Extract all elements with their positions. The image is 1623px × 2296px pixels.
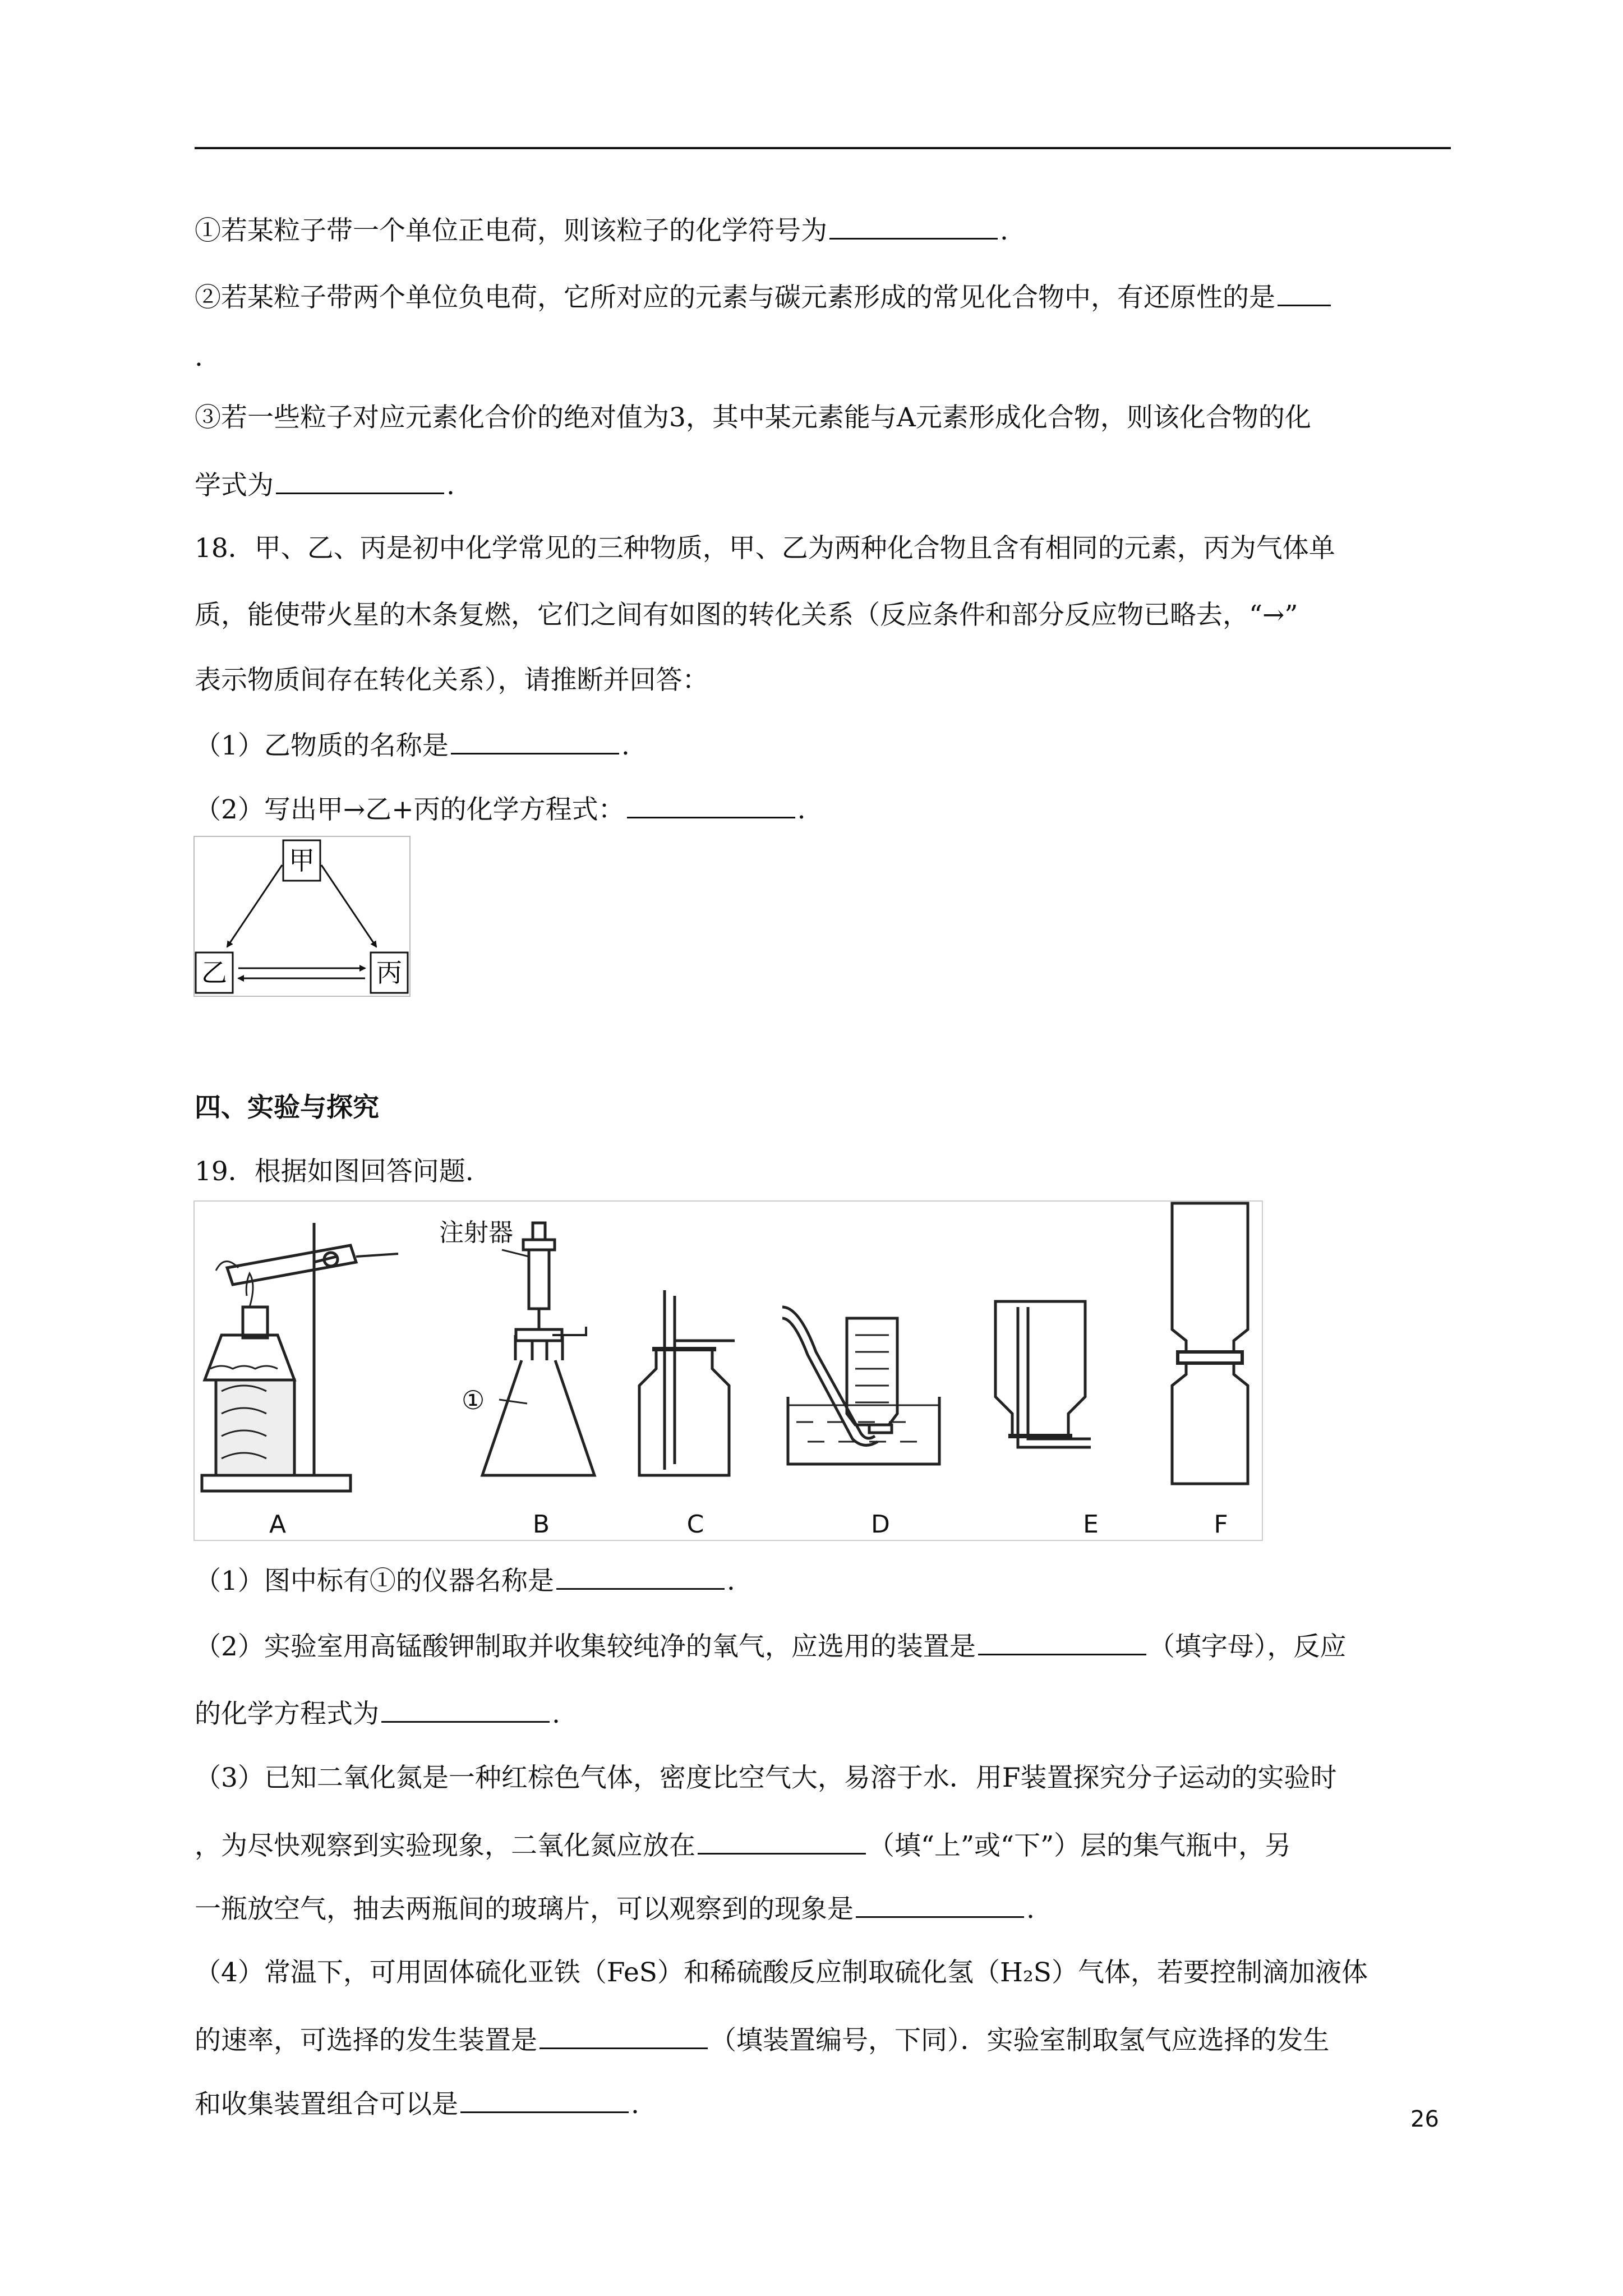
- answer-blank[interactable]: [276, 467, 444, 494]
- apparatus-d-water-trough: [782, 1307, 939, 1464]
- answer-blank[interactable]: [451, 727, 619, 754]
- apparatus-e-gas-bottle: [995, 1301, 1091, 1447]
- node-bing-label: 丙: [376, 958, 402, 988]
- q19-intro: 19．根据如图回答问题.: [195, 1156, 474, 1187]
- header-rule: [195, 147, 1451, 149]
- answer-blank[interactable]: [856, 1890, 1024, 1918]
- q18-line1: 18．甲、乙、丙是初中化学常见的三种物质，甲、乙为两种化合物且含有相同的元素，丙为气体单: [195, 533, 1335, 564]
- q17-item3-line2: 学式为 .: [195, 467, 455, 503]
- apparatus-a-heating-setup: [202, 1223, 398, 1491]
- q19-sub2-line1: （2）实验室用高锰酸钾制取并收集较纯净的氧气，应选用的装置是 （填字母），反应: [195, 1628, 1346, 1664]
- q19-sub3-line1: （3）已知二氧化氮是一种红棕色气体，密度比空气大，易溶于水．用F装置探究分子运动的实验时: [195, 1763, 1337, 1793]
- q19-apparatus-figure: [193, 1200, 1265, 1543]
- page-number: 26: [1410, 2106, 1439, 2132]
- label-a: A: [269, 1510, 287, 1539]
- answer-blank[interactable]: [627, 791, 795, 818]
- label-e: E: [1083, 1510, 1099, 1539]
- q18-line2: 质，能使带火星的木条复燃，它们之间有如图的转化关系（反应条件和部分反应物已略去，“→”: [195, 600, 1298, 631]
- q17-item2-text: ②若某粒子带两个单位负电荷，它所对应的元素与碳元素形成的常见化合物中，有还原性的是: [195, 282, 1275, 313]
- arrow-jia-to-yi: [227, 865, 282, 947]
- q18-sub2: （2）写出甲→乙+丙的化学方程式： .: [195, 791, 806, 827]
- q19-sub1: （1）图中标有①的仪器名称是 .: [195, 1562, 735, 1598]
- q19-sub3-line3: 一瓶放空气，抽去两瓶间的玻璃片，可以观察到的现象是 .: [195, 1890, 1035, 1926]
- q18-line3: 表示物质间存在转化关系），请推断并回答：: [195, 665, 709, 696]
- q17-item1-text: ①若某粒子带一个单位正电荷，则该粒子的化学符号为: [195, 215, 827, 246]
- q19-sub2-line2: 的化学方程式为 .: [195, 1695, 560, 1731]
- q18-transformation-diagram: [193, 836, 412, 999]
- apparatus-c-gas-bottle: [639, 1290, 735, 1475]
- node-yi-label: 乙: [201, 958, 227, 988]
- q17-item2-end: .: [195, 342, 203, 372]
- answer-blank[interactable]: [556, 1562, 725, 1590]
- label-c: C: [686, 1510, 704, 1539]
- answer-blank[interactable]: [1278, 279, 1331, 306]
- flask-marker: ①: [462, 1385, 485, 1415]
- answer-blank[interactable]: [978, 1628, 1146, 1655]
- answer-blank[interactable]: [698, 1827, 866, 1855]
- q19-sub4-line3: 和收集装置组合可以是 .: [195, 2086, 639, 2122]
- label-d: D: [871, 1510, 890, 1539]
- answer-blank[interactable]: [381, 1695, 550, 1723]
- answer-blank[interactable]: [540, 2022, 708, 2049]
- q19-sub3-line2: ，为尽快观察到实验现象，二氧化氮应放在 （填“上”或“下”）层的集气瓶中，另: [195, 1827, 1291, 1863]
- answer-blank[interactable]: [829, 212, 998, 240]
- q17-item1: ①若某粒子带一个单位正电荷，则该粒子的化学符号为 .: [195, 212, 1008, 248]
- label-f: F: [1214, 1510, 1228, 1539]
- section-heading: 四、实验与探究: [195, 1092, 379, 1123]
- apparatus-b-conical-flask: [482, 1223, 594, 1475]
- q18-sub1: （1）乙物质的名称是 .: [195, 727, 630, 763]
- label-b: B: [532, 1510, 550, 1539]
- figure-frame: [194, 1201, 1262, 1540]
- node-jia-label: 甲: [289, 845, 315, 876]
- arrow-jia-to-bing: [321, 865, 376, 947]
- q19-sub4-line2: 的速率，可选择的发生装置是 （填装置编号，下同）．实验室制取氢气应选择的发生: [195, 2022, 1330, 2058]
- syringe-label: 注射器: [439, 1218, 513, 1247]
- apparatus-f-stacked-bottles: [1172, 1203, 1248, 1484]
- q17-item3-line1: ③若一些粒子对应元素化合价的绝对值为3，其中某元素能与A元素形成化合物，则该化合物的化: [195, 402, 1311, 433]
- q19-sub4-line1: （4）常温下，可用固体硫化亚铁（FeS）和稀硫酸反应制取硫化氢（H₂S）气体，若要控制滴加液体: [195, 1957, 1368, 1988]
- answer-blank[interactable]: [460, 2086, 629, 2113]
- q17-item2: [195, 279, 1333, 315]
